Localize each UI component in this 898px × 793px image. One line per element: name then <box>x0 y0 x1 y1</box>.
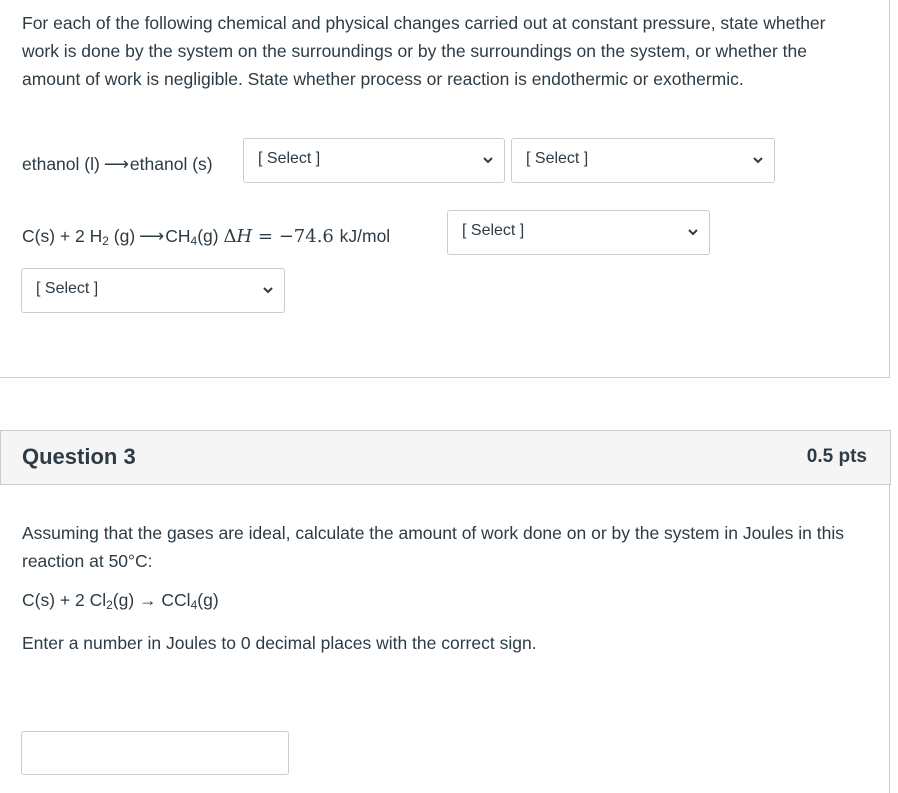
select-placeholder: [ Select ] <box>526 150 589 167</box>
methane-work-select[interactable] <box>447 210 710 255</box>
question-3-equation <box>22 590 219 611</box>
enthalpy-unit: kJ/mol <box>339 226 391 246</box>
chevron-down-icon <box>752 154 764 166</box>
methane-product: CH <box>165 226 191 246</box>
methane-reactants: C(s) + 2 H <box>22 226 103 246</box>
select-placeholder: [ Select ] <box>462 222 525 239</box>
equation-part: C(s) + 2 Cl <box>22 590 107 610</box>
equation-part: (g) <box>197 590 219 610</box>
enthalpy-expression <box>224 226 340 247</box>
question-3-header <box>0 430 891 485</box>
chevron-down-icon <box>687 226 699 238</box>
question-title: Question 3 <box>22 444 136 469</box>
equation-part: (g) → CCl <box>112 590 191 610</box>
question-points: 0.5 pts <box>806 446 867 467</box>
question-3-text: Assuming that the gases are ideal, calculate the amount of work done on or by the system in Joules in this reaction at 50°C: <box>22 523 844 571</box>
enthalpy-value: = −74.6 <box>252 226 340 247</box>
methane-equation <box>22 226 390 247</box>
subscript: 4 <box>190 234 198 248</box>
chevron-down-icon <box>262 284 274 296</box>
question-3-instruction: Enter a number in Joules to 0 decimal places with the correct sign. <box>22 633 537 653</box>
ethanol-work-select[interactable] <box>243 138 505 183</box>
reaction-arrow: ⟶ <box>139 226 162 246</box>
state-label: (g) <box>197 226 219 246</box>
select-placeholder: [ Select ] <box>36 280 99 297</box>
ethanol-enthalpy-select[interactable] <box>511 138 775 183</box>
ethanol-reactant: ethanol (l) <box>22 154 100 174</box>
subscript: 2 <box>102 234 109 248</box>
enthalpy-symbol: H <box>236 226 253 247</box>
answer-input[interactable] <box>21 731 289 775</box>
question-2-intro: For each of the following chemical and physical changes carried out at constant pressure, state whether work is done by the system on the surroundings or by the surroundings on the system, or whether the amount of work is negligible. State whether process or reaction is endothermic or exothermic. <box>22 13 826 89</box>
delta-symbol: Δ <box>223 226 237 247</box>
question-2-card <box>0 0 890 378</box>
ethanol-product: ethanol (s) <box>129 154 213 174</box>
state-label: (g) <box>108 226 136 246</box>
subscript: 2 <box>106 598 113 612</box>
chevron-down-icon <box>482 154 494 166</box>
ethanol-equation <box>22 154 213 175</box>
methane-enthalpy-select[interactable] <box>21 268 285 313</box>
subscript: 4 <box>190 598 198 612</box>
reaction-arrow: ⟶ <box>103 154 126 174</box>
select-placeholder: [ Select ] <box>258 150 321 167</box>
